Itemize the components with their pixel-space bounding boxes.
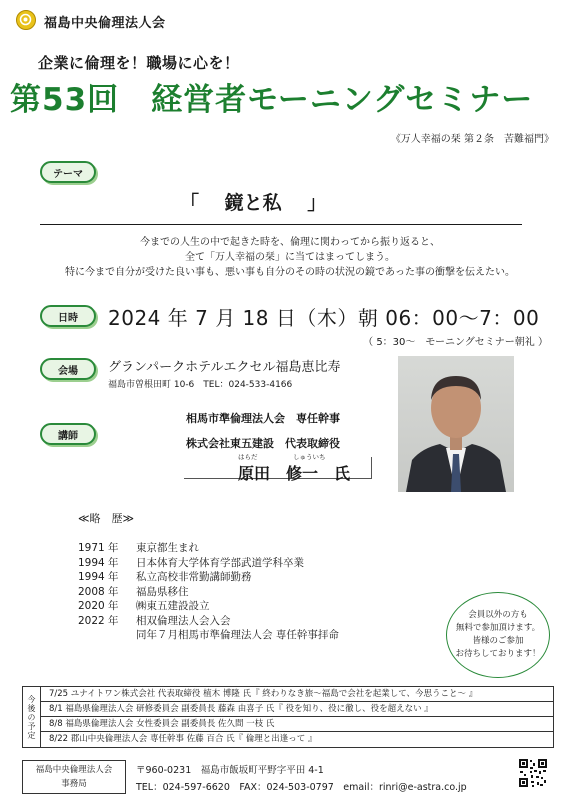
qr-code-icon: [518, 758, 548, 788]
schedule-table: [22, 686, 554, 748]
career-text: 同年７月相馬市準倫理法人会 専任幹事拝命: [136, 629, 339, 641]
guest-note: [446, 592, 550, 678]
career-year: 2008 年: [78, 585, 119, 598]
office-name: 福島中央倫理法人会: [35, 765, 113, 775]
quote: 《万人幸福の栞 第２条 苦難福門》: [390, 134, 554, 145]
guest-note-line: 無料で参加頂けます。: [455, 623, 541, 633]
title-suffix: 回 経営者モーニングセミナー: [87, 82, 534, 118]
career-text: 東京都生まれ: [136, 542, 199, 554]
guest-note-line: 会員以外の方も: [468, 610, 528, 620]
career-item: [78, 585, 339, 600]
footer-contact: TEL：024-597-6620 FAX：024-503-0797 email：rinri@e-astra.co.jp: [136, 782, 467, 793]
guest-note-line: 皆様のご参加: [472, 636, 524, 646]
date-label: 日時: [40, 305, 96, 327]
schedule-row: 8/8 福島県倫理法人会 女性委員会 副委員長 佐久間 一枝 氏: [41, 717, 553, 732]
venue-name: グランパークホテルエクセル福島恵比寿: [108, 360, 341, 375]
date-main: 2024 年 7 月 18 日（木）朝 06：00〜7：00: [108, 306, 540, 330]
schedule-row: 8/22 郡山中央倫理法人会 専任幹事 佐藤 百合 氏『 倫理と出逢って 』: [49, 734, 317, 744]
subtitle: 企業に倫理を！職場に心を！: [38, 54, 240, 72]
theme-label: テーマ: [40, 161, 96, 183]
theme-desc-line: 特に今まで自分が受けた良い事も、悪い事も自分のその時の状況の鏡であった事の衝撃を伝えたい。: [65, 267, 515, 278]
theme-divider: [40, 224, 522, 225]
theme-desc-line: 全て「万人幸福の栞」に当てはまってしまう。: [185, 252, 395, 263]
career-text: 私立高校非常勤講師勤務: [136, 571, 252, 583]
speaker-photo: [398, 356, 514, 492]
career-text: ㈱東五建設設立: [136, 600, 210, 612]
career-year: 2020 年: [78, 600, 119, 612]
career-item: [78, 614, 339, 629]
speaker-ruby-given: しゅういち: [293, 453, 326, 461]
title-number: 53: [42, 82, 88, 118]
career-year: 1994 年: [78, 571, 119, 583]
career-year: 2022 年: [78, 614, 119, 627]
career-item: [78, 599, 339, 614]
career-list: [78, 541, 339, 643]
career-year: [78, 628, 136, 643]
speaker-ruby-family: はらだ: [238, 453, 258, 461]
career-item: [78, 541, 339, 556]
org-logo-icon: [16, 10, 36, 30]
venue-address: 福島市曽根田町 10-6 TEL：024-533-4166: [108, 380, 293, 390]
career-heading: ≪略 歴≫: [78, 512, 135, 525]
career-item: [78, 628, 339, 643]
career-year: 1994 年: [78, 556, 119, 569]
speaker-label: 講師: [40, 423, 96, 445]
title-prefix: 第: [10, 82, 42, 118]
schedule-side-label: 今後の予定: [23, 687, 41, 747]
theme-description: [40, 235, 540, 280]
office-dept: 事務局: [61, 779, 87, 789]
footer-address: 〒960-0231 福島市飯坂町平野字平田 4-1: [136, 765, 324, 776]
theme-title: 「 鏡と私 」: [180, 192, 327, 214]
career-item: [78, 570, 339, 585]
career-text: 福島県移住: [136, 585, 189, 598]
org-name: 福島中央倫理法人会: [44, 16, 166, 31]
career-text: 相双倫理法人会入会: [136, 614, 231, 627]
schedule-row: 7/25 ユナイトワン株式会社 代表取締役 植木 博隆 氏『 終わりなき旅〜福島で会社を起業して、今思うこと〜 』: [41, 687, 553, 702]
schedule-row: 8/1 福島県倫理法人会 研修委員会 副委員長 藤森 由喜子 氏『 役を知り、役に徹し、役を超えない 』: [41, 702, 553, 717]
theme-desc-line: 今までの人生の中で起きた時を、倫理に関わってから振り返ると、: [140, 237, 440, 248]
main-title: [10, 74, 560, 119]
office-box: [22, 760, 126, 794]
career-year: 1971 年: [78, 542, 119, 554]
speaker-name: 原田 修一 氏: [238, 464, 351, 483]
career-item: [78, 556, 339, 571]
speaker-position-2: 株式会社東五建設 代表取締役: [186, 437, 340, 450]
venue-label: 会場: [40, 358, 96, 380]
career-text: 日本体育大学体育学部武道学科卒業: [136, 556, 304, 569]
date-sub: （ 5：30〜 モーニングセミナー朝礼 ）: [363, 337, 548, 348]
guest-note-line: お待ちしております！: [455, 649, 541, 659]
speaker-position-1: 相馬市準倫理法人会 専任幹事: [186, 412, 340, 425]
